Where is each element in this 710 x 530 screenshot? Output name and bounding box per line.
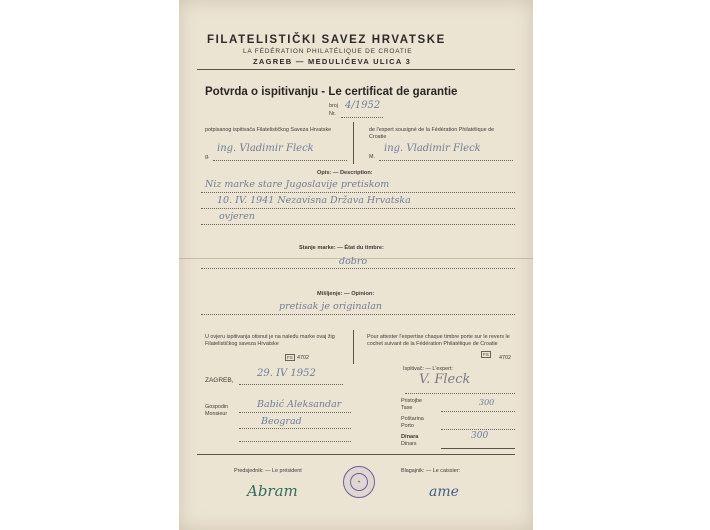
m-prefix: M. [369, 154, 375, 160]
stamp-note-hr: U ovjeru ispitivanja otisnut je na naleđu marke ovaj žig Filatelističkog saveza Hrvatske [205, 334, 335, 347]
total-label-fr: Dinars [401, 441, 417, 447]
place: ZAGREB, [205, 377, 234, 384]
expert-name-hr: ing. Vladimir Fleck [217, 143, 314, 154]
condition-label: Stanje marke: — État du timbre: [299, 245, 384, 251]
recipient-line-2 [239, 428, 351, 429]
footer-rule [197, 454, 515, 455]
description-line-3: ovjeren [219, 211, 255, 222]
recipient-line-3 [239, 441, 351, 442]
date-line [239, 384, 343, 385]
cashier-label: Blagajnik: — Le caissier: [401, 468, 461, 474]
fee-line [441, 411, 515, 412]
seal-stamp [343, 466, 375, 498]
recipient-line-1 [239, 412, 351, 413]
fee-label-fr: Taxe [401, 405, 413, 411]
expert-label-hr: potpisanog ispitivača Filatelističkog Saveza Hrvatske [205, 127, 332, 133]
president-signature: Abram [247, 482, 298, 500]
description-rule-2 [201, 208, 515, 209]
stamp-divider [353, 330, 354, 364]
description-line-1: Niz marke stare Jugoslavije pretiskom [205, 179, 390, 190]
header-rule [197, 69, 515, 70]
description-label: Opis: — Description: [317, 170, 373, 176]
certificate-title: Potvrda o ispitivanju - Le certificat de garantie [205, 86, 458, 98]
opinion-label: Mišljenje: — Opinion: [317, 291, 375, 297]
stamp-box-right: FS [483, 352, 489, 357]
postage-line [441, 429, 515, 430]
expert-name-fr: ing. Vladimir Fleck [384, 143, 481, 154]
expert-line-fr [379, 160, 513, 161]
total-value: 300 [471, 431, 489, 441]
org-title: FILATELISTIČKI SAVEZ HRVATSKE [207, 34, 446, 46]
stamp-note-fr: Pour attester l'expertise chaque timbre porte sur le revers le cochet suivant de la Fédération Philatélique de Croatie [367, 334, 510, 347]
expert-label-fr: de l'expert sousigné de la Fédération Philatélique de Croatie [369, 127, 495, 140]
org-address: ZAGREB — MEDULIĆEVA ULICA 3 [253, 57, 412, 66]
total-label-hr: Dinara [401, 434, 419, 440]
postage-label-hr: Poštarina [401, 416, 424, 422]
expert-line-hr [213, 160, 347, 161]
postage-label-fr: Porto [401, 423, 414, 429]
fee-value: 300 [479, 398, 495, 407]
column-divider [353, 122, 354, 164]
opinion-value: pretisak je originalan [279, 301, 383, 312]
description-rule-1 [201, 192, 515, 193]
examiner-signature: V. Fleck [419, 372, 471, 387]
description-rule-3 [201, 224, 515, 225]
number-line [341, 117, 383, 118]
recipient-name: Babić Aleksandar [257, 399, 342, 410]
description-line-2: 10. IV. 1941 Nezavisna Država Hrvatska [217, 195, 411, 206]
stamp-code-left: 4702 [297, 355, 309, 361]
fee-label-hr: Pristojbe [401, 398, 422, 404]
date: 29. IV 1952 [257, 368, 316, 379]
examiner-line [405, 393, 515, 394]
opinion-rule [201, 314, 515, 315]
recipient-label-fr: Monsieur [205, 411, 228, 417]
president-label: Predsjednik: — Le président [234, 468, 302, 474]
stamp-code-right: 4702 [499, 355, 511, 361]
certificate-paper [179, 0, 533, 530]
condition-rule [201, 268, 515, 269]
g-prefix: g. [205, 154, 210, 160]
recipient-label-hr: Gospodin [205, 404, 229, 410]
number-label-fr: Nr. [329, 111, 336, 117]
certificate-number: 4/1952 [345, 100, 381, 111]
seal-inner: ✦ [350, 473, 368, 491]
condition-value: dobro [339, 256, 368, 267]
examiner-label: Ispitivač: — L'expert: [403, 366, 453, 372]
total-line [441, 448, 515, 449]
org-subtitle: LA FÉDÉRATION PHILATÉLIQUE DE CROATIE [243, 48, 413, 55]
cashier-signature: ame [429, 484, 459, 500]
recipient-city: Beograd [261, 416, 302, 427]
number-label-hr: broj [329, 103, 338, 109]
stamp-box-left: FS [287, 355, 293, 360]
